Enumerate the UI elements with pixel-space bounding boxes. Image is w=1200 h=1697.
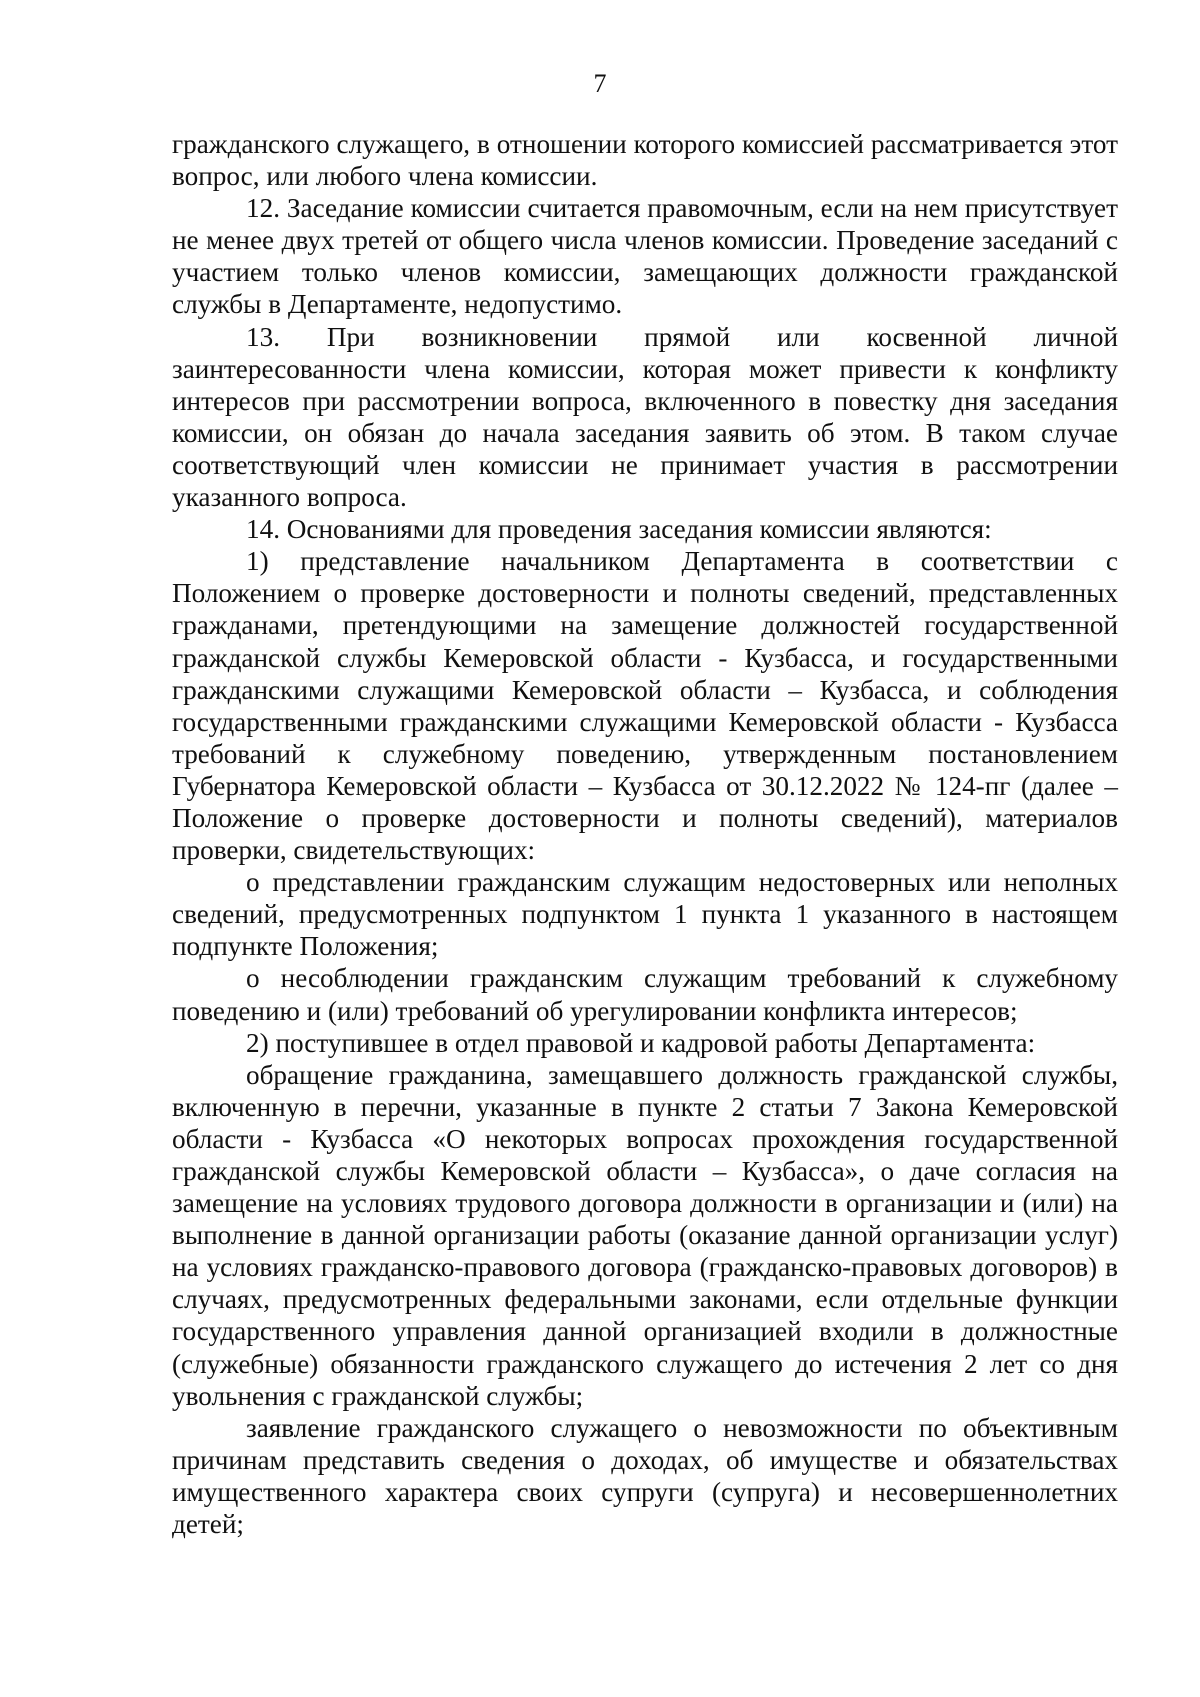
paragraph-item-14: 14. Основаниями для проведения заседания комиссии являются: <box>246 514 992 545</box>
paragraph-continuation: гражданского служащего, в отношении которого комиссией рассматривается этот вопрос, или любого члена комиссии. <box>172 129 1118 192</box>
paragraph-subitem-1: 1) представление начальником Департамента в соответствии с Положением о проверке достоверности и полноты сведений, представленных гражданами, претендующими на замещение должностей государственной гражданской службы Кемеровской области - Кузбасса, и государственными гражданскими служащими Кемеровской области – Кузбасса, и соблюдения государственными гражданскими служащими Кемеровской области - Кузбасса требований к служебному поведению, утвержденным постановлением Губернатора Кемеровской области – Кузбасса от 30.12.2022 № 124-пг (далее – Положение о проверке достоверности и полноты сведений), материалов проверки, свидетельствующих: <box>172 546 1118 866</box>
paragraph-subitem-2-clause-b: заявление гражданского служащего о невозможности по объективным причинам представить сведения о доходах, об имуществе и обязательствах имущественного характера своих супруги (супруга) и несовершеннолетних детей; <box>172 1412 1118 1540</box>
paragraph-item-12: 12. Заседание комиссии считается правомочным, если на нем присутствует не менее двух третей от общего числа членов комиссии. Проведение заседаний с участием только членов комиссии, замещающих должности гражданской службы в Департаменте, недопустимо. <box>172 193 1118 320</box>
document-body <box>172 128 1118 1540</box>
paragraph-subitem-2: 2) поступившее в отдел правовой и кадровой работы Департамента: <box>246 1027 1036 1058</box>
paragraph-subitem-2-clause-a: обращение гражданина, замещавшего должность гражданской службы, включенную в перечни, указанные в пункте 2 статьи 7 Закона Кемеровской области - Кузбасса «О некоторых вопросах прохождения государственной гражданской службы Кемеровской области – Кузбасса», о даче согласия на замещение на условиях трудового договора должности в организации и (или) на выполнение в данной организации работы (оказание данной организации услуг) на условиях гражданско-правового договора (гражданско-правовых договоров) в случаях, предусмотренных федеральными законами, если отдельные функции государственного управления данной организацией входили в должностные (служебные) обязанности гражданского служащего до истечения 2 лет со дня увольнения с гражданской службы; <box>172 1059 1118 1411</box>
paragraph-subitem-1-clause-b: о несоблюдении гражданским служащим требований к служебному поведению и (или) требований об урегулировании конфликта интересов; <box>172 963 1118 1026</box>
page-number: 7 <box>593 69 607 98</box>
paragraph-subitem-1-clause-a: о представлении гражданским служащим недостоверных или неполных сведений, предусмотренных подпунктом 1 пункта 1 указанного в настоящем подпункте Положения; <box>172 867 1118 962</box>
paragraph-item-13: 13. При возникновении прямой или косвенной личной заинтересованности члена комиссии, которая может привести к конфликту интересов при рассмотрении вопроса, включенного в повестку дня заседания комиссии, он обязан до начала заседания заявить об этом. В таком случае соответствующий член комиссии не принимает участия в рассмотрении указанного вопроса. <box>172 321 1118 513</box>
